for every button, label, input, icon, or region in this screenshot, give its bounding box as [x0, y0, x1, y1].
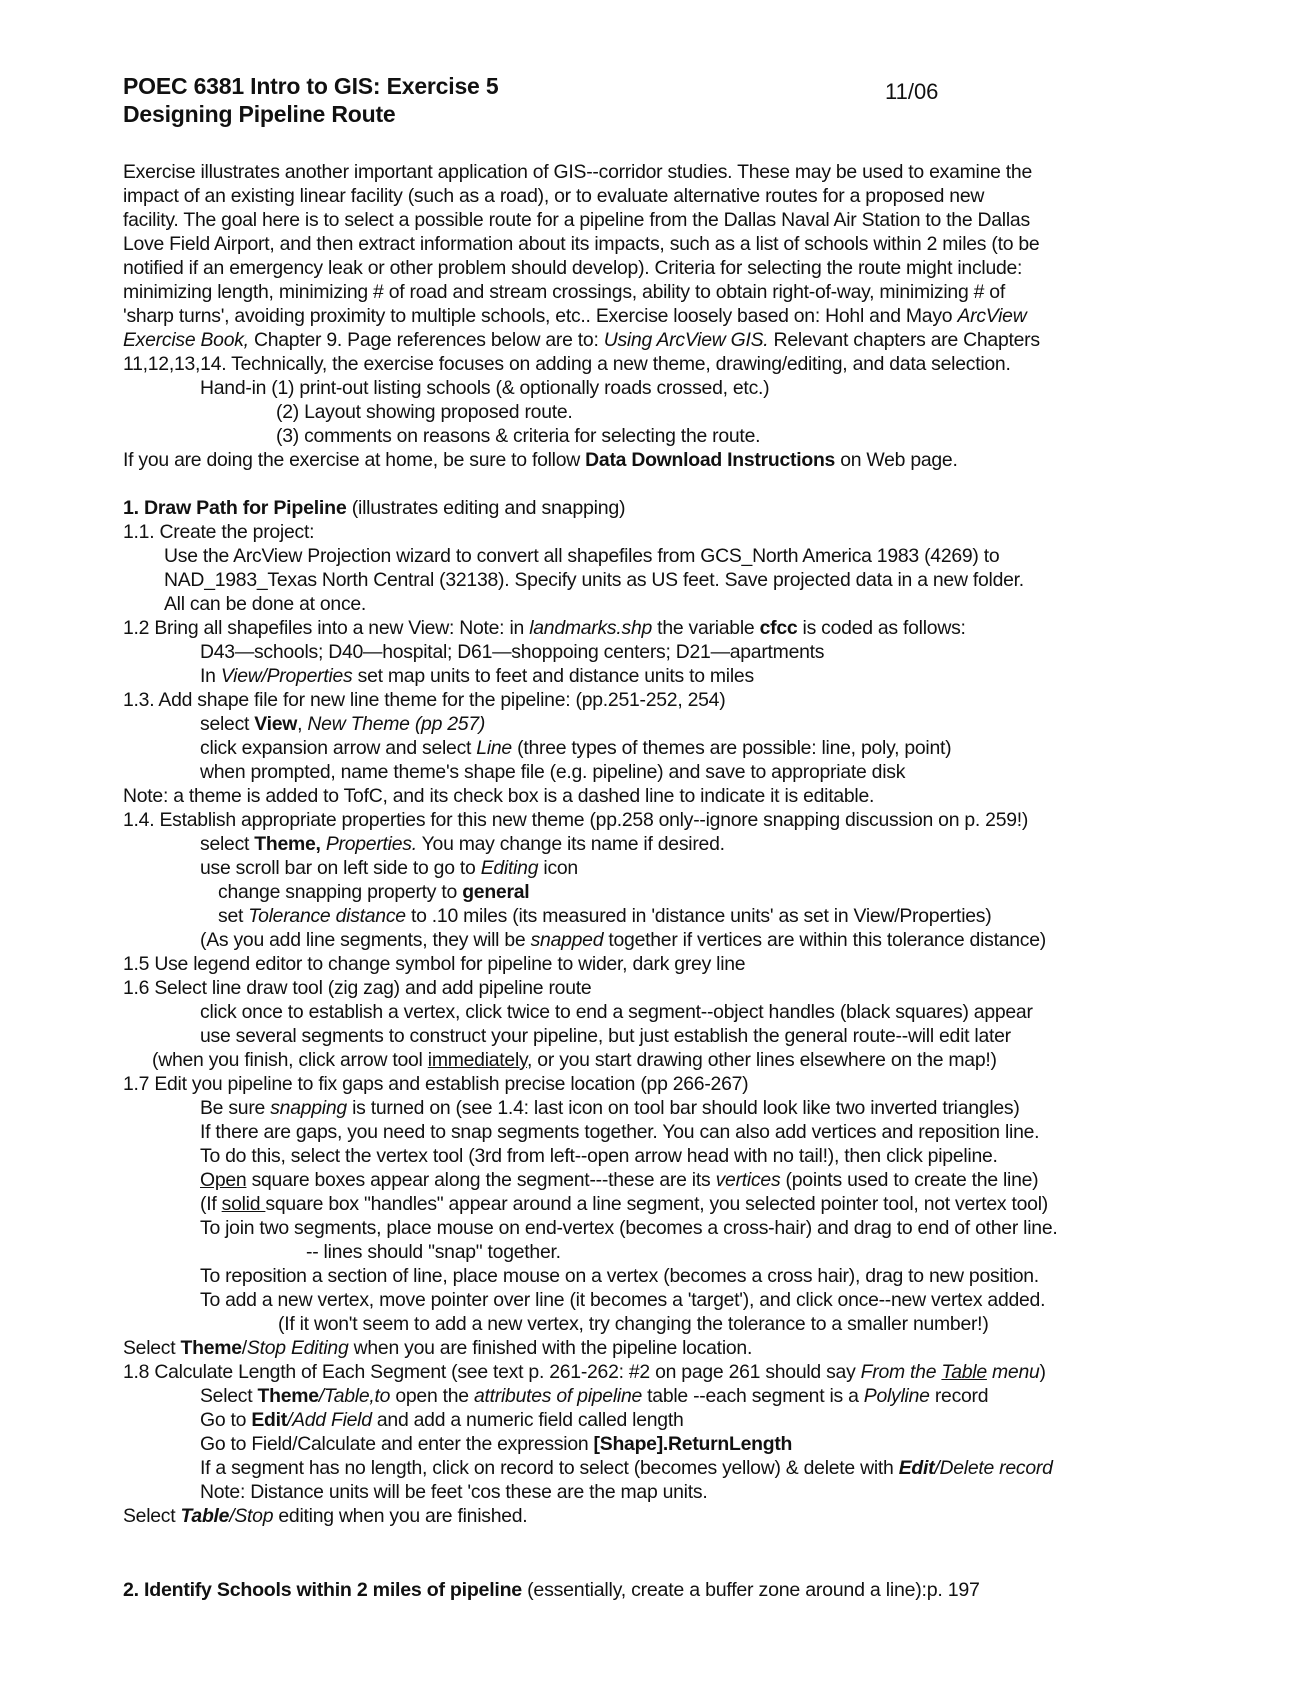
text: (three types of themes are possible: line, poly, point) — [511, 737, 952, 759]
text: when you are finished with the pipeline location. — [348, 1337, 753, 1359]
text: Theme — [180, 1337, 242, 1359]
step-line: To add a new vertex, move pointer over line (it becomes a 'target'), and click once--new vertex added. — [200, 1289, 1046, 1311]
step-line — [200, 1384, 988, 1408]
expression: [Shape].ReturnLength — [593, 1433, 793, 1455]
text: Theme, — [254, 833, 321, 855]
step-line: If there are gaps, you need to snap segments together. You can also add vertices and reposition line. — [200, 1121, 1040, 1143]
step-line — [218, 880, 529, 904]
text: menu — [986, 1361, 1040, 1383]
intro-text: Chapter 9. Page references below are to: — [248, 329, 604, 351]
text: vertices — [715, 1169, 781, 1191]
text: and add a numeric field called length — [371, 1409, 684, 1431]
text: Be sure — [200, 1097, 271, 1119]
step-line: use several segments to construct your pipeline, but just establish the general route--will edit later — [200, 1025, 1011, 1047]
text: open the — [390, 1385, 474, 1407]
step-line: Use the ArcView Projection wizard to convert all shapefiles from GCS_North America 1983 (4269) to — [164, 545, 1000, 567]
text: record — [929, 1385, 989, 1407]
text: Stop Editing — [246, 1337, 349, 1359]
text: Go to — [200, 1409, 252, 1431]
text: change snapping property to — [218, 881, 463, 903]
step-line — [200, 664, 754, 688]
step-line: 1.6 Select line draw tool (zig zag) and add pipeline route — [123, 977, 592, 999]
step-line — [200, 1168, 1038, 1192]
intro-text: on Web page. — [835, 449, 958, 471]
step-line: -- lines should "snap" together. — [306, 1241, 561, 1263]
step-line: All can be done at once. — [164, 593, 367, 615]
intro-text: 'sharp turns', avoiding proximity to multiple schools, etc.. Exercise loosely based on: Hohl and Mayo — [123, 305, 958, 327]
text: You may change its name if desired. — [416, 833, 725, 855]
text: /Stop — [229, 1505, 274, 1527]
text: click expansion arrow and select — [200, 737, 477, 759]
step-line — [200, 1096, 1020, 1120]
intro-line — [123, 328, 1040, 352]
text: Tolerance distance — [248, 905, 406, 927]
intro-line: notified if an emergency leak or other problem should develop). Criteria for selecting the route might include: — [123, 257, 1023, 279]
intro-text: Relevant chapters are Chapters — [768, 329, 1040, 351]
step-line — [218, 904, 991, 928]
step-line: (If it won't seem to add a new vertex, try changing the tolerance to a smaller number!) — [278, 1313, 989, 1335]
step-line: To reposition a section of line, place mouse on a vertex (becomes a cross hair), drag to new position. — [200, 1265, 1039, 1287]
step-line — [200, 712, 485, 736]
step-line: 1.5 Use legend editor to change symbol for pipeline to wider, dark grey line — [123, 953, 746, 975]
handin-line: (3) comments on reasons & criteria for selecting the route. — [276, 425, 761, 447]
text: Properties. — [325, 833, 417, 855]
text: table --each segment is a — [642, 1385, 864, 1407]
text: In — [200, 665, 221, 687]
step-line — [200, 856, 578, 880]
text: /Table,to — [318, 1385, 391, 1407]
section-note: (illustrates editing and snapping) — [346, 497, 626, 519]
step-line: NAD_1983_Texas North Central (32138). Specify units as US feet. Save projected data in a new folder. — [164, 569, 1024, 591]
document-subtitle: Designing Pipeline Route — [123, 101, 396, 127]
step-line — [152, 1048, 997, 1072]
step-line: D43—schools; D40—hospital; D61—shoppoing centers; D21—apartments — [200, 641, 825, 663]
text: or you start drawing other lines elsewhere on the map!) — [532, 1049, 997, 1071]
book-title: Exercise Book, — [123, 329, 249, 351]
text: snapped — [530, 929, 604, 951]
text: From the — [860, 1361, 942, 1383]
intro-line: impact of an existing linear facility (such as a road), or to evaluate alternative routes for a proposed new — [123, 185, 985, 207]
text: Select — [123, 1505, 181, 1527]
text: Table — [941, 1361, 987, 1383]
text: (when you finish, click arrow tool — [152, 1049, 428, 1071]
step-line: Note: a theme is added to TofC, and its check box is a dashed line to indicate it is editable. — [123, 785, 875, 807]
text: (points used to create the line) — [780, 1169, 1039, 1191]
text: together if vertices are within this tolerance distance) — [603, 929, 1046, 951]
document-title: POEC 6381 Intro to GIS: Exercise 5 — [123, 73, 499, 99]
text: editing when you are finished. — [273, 1505, 528, 1527]
text: / — [241, 1337, 247, 1359]
text: cfcc — [759, 617, 798, 639]
section-title: 1. Draw Path for Pipeline — [123, 497, 347, 519]
intro-line: facility. The goal here is to select a possible route for a pipeline from the Dallas Naval Air Station to the Dallas — [123, 209, 1030, 231]
text: Theme — [257, 1385, 319, 1407]
step-line — [200, 928, 1046, 952]
text: Line — [476, 737, 512, 759]
step-line — [123, 1360, 1046, 1384]
text: general — [462, 881, 530, 903]
book-title: Using ArcView GIS. — [603, 329, 769, 351]
text: Select — [123, 1337, 181, 1359]
text: the variable — [652, 617, 760, 639]
text: is turned on (see 1.4: last icon on tool bar should look like two inverted triangles) — [346, 1097, 1020, 1119]
section-note: (essentially, create a buffer zone around a line):p. 197 — [521, 1579, 980, 1601]
text: Table — [180, 1505, 230, 1527]
step-line — [200, 1432, 792, 1456]
intro-line — [123, 448, 958, 472]
text: (As you add line segments, they will be — [200, 929, 531, 951]
step-line — [123, 1336, 752, 1360]
data-download-link-text: Data Download Instructions — [585, 449, 836, 471]
step-line: 1.3. Add shape file for new line theme for the pipeline: (pp.251-252, 254) — [123, 689, 726, 711]
text: If a segment has no length, click on record to select (becomes yellow) & delete with — [200, 1457, 899, 1479]
text: square box "handles" appear around a line segment, you selected pointer tool, not vertex tool) — [265, 1193, 1048, 1215]
text: Select — [200, 1385, 258, 1407]
intro-line: Exercise illustrates another important application of GIS--corridor studies. These may be used to examine the — [123, 161, 1032, 183]
intro-line: Love Field Airport, and then extract information about its impacts, such as a list of schools within 2 miles (to be — [123, 233, 1040, 255]
step-line — [123, 1504, 527, 1528]
step-line: when prompted, name theme's shape file (e.g. pipeline) and save to appropriate disk — [200, 761, 906, 783]
text: square boxes appear along the segment---these are its — [246, 1169, 716, 1191]
handin-line: Hand-in (1) print-out listing schools (& optionally roads crossed, etc.) — [200, 377, 770, 399]
text: View — [254, 713, 298, 735]
text: /Add Field — [286, 1409, 372, 1431]
text: New Theme (pp 257) — [307, 713, 486, 735]
section-heading — [123, 496, 625, 520]
text: (If — [200, 1193, 222, 1215]
text: /Delete record — [934, 1457, 1053, 1479]
text: Edit — [251, 1409, 287, 1431]
section-title: 2. Identify Schools within 2 miles of pipeline — [123, 1579, 522, 1601]
step-line: 1.4. Establish appropriate properties for this new theme (pp.258 only--ignore snapping discussion on p. 259!) — [123, 809, 1029, 831]
text: Open — [200, 1169, 247, 1191]
text: Editing — [480, 857, 539, 879]
handin-line: (2) Layout showing proposed route. — [276, 401, 573, 423]
step-line: 1.1. Create the project: — [123, 521, 315, 543]
text: snapping — [270, 1097, 347, 1119]
text: Go to Field/Calculate and enter the expression — [200, 1433, 594, 1455]
document-date: 11/06 — [885, 79, 939, 104]
text: 1.8 Calculate Length of Each Segment (see text p. 261-262: #2 on page 261 should say — [123, 1361, 861, 1383]
step-line: To do this, select the vertex tool (3rd from left--open arrow head with no tail!), then click pipeline. — [200, 1145, 998, 1167]
step-line — [200, 1456, 1053, 1480]
text: immediately, — [427, 1049, 533, 1071]
text: 1.2 Bring all shapefiles into a new View: Note: in — [123, 617, 530, 639]
step-line — [200, 1408, 684, 1432]
intro-line — [123, 304, 1026, 328]
intro-line: 11,12,13,14. Technically, the exercise focuses on adding a new theme, drawing/editing, and data selection. — [123, 353, 1011, 375]
text: , — [297, 713, 308, 735]
step-line: click once to establish a vertex, click twice to end a segment--object handles (black squares) appear — [200, 1001, 1033, 1023]
text: landmarks.shp — [529, 617, 653, 639]
text: select — [200, 833, 255, 855]
step-line — [200, 1192, 1048, 1216]
intro-line: minimizing length, minimizing # of road and stream crossings, ability to obtain right-of-way, minimizing # of — [123, 281, 1005, 303]
section-heading — [123, 1578, 980, 1602]
step-line — [200, 736, 951, 760]
step-line — [200, 832, 725, 856]
text: is coded as follows: — [797, 617, 966, 639]
text: ) — [1039, 1361, 1046, 1383]
text: to .10 miles (its measured in 'distance units' as set in View/Properties) — [405, 905, 992, 927]
text: Edit — [898, 1457, 935, 1479]
step-line: 1.7 Edit you pipeline to fix gaps and establish precise location (pp 266-267) — [123, 1073, 749, 1095]
text: icon — [538, 857, 578, 879]
step-line: Note: Distance units will be feet 'cos these are the map units. — [200, 1481, 708, 1503]
text: set — [218, 905, 249, 927]
step-line: To join two segments, place mouse on end-vertex (becomes a cross-hair) and drag to end of other line. — [200, 1217, 1058, 1239]
text: Polyline — [863, 1385, 930, 1407]
text: View/Properties — [220, 665, 353, 687]
text: set map units to feet and distance units to miles — [352, 665, 754, 687]
book-title: ArcView — [957, 305, 1027, 327]
intro-text: If you are doing the exercise at home, be sure to follow — [123, 449, 586, 471]
text: solid — [221, 1193, 266, 1215]
text: select — [200, 713, 255, 735]
text: attributes of pipeline — [473, 1385, 643, 1407]
text: use scroll bar on left side to go to — [200, 857, 481, 879]
step-line — [123, 616, 966, 640]
